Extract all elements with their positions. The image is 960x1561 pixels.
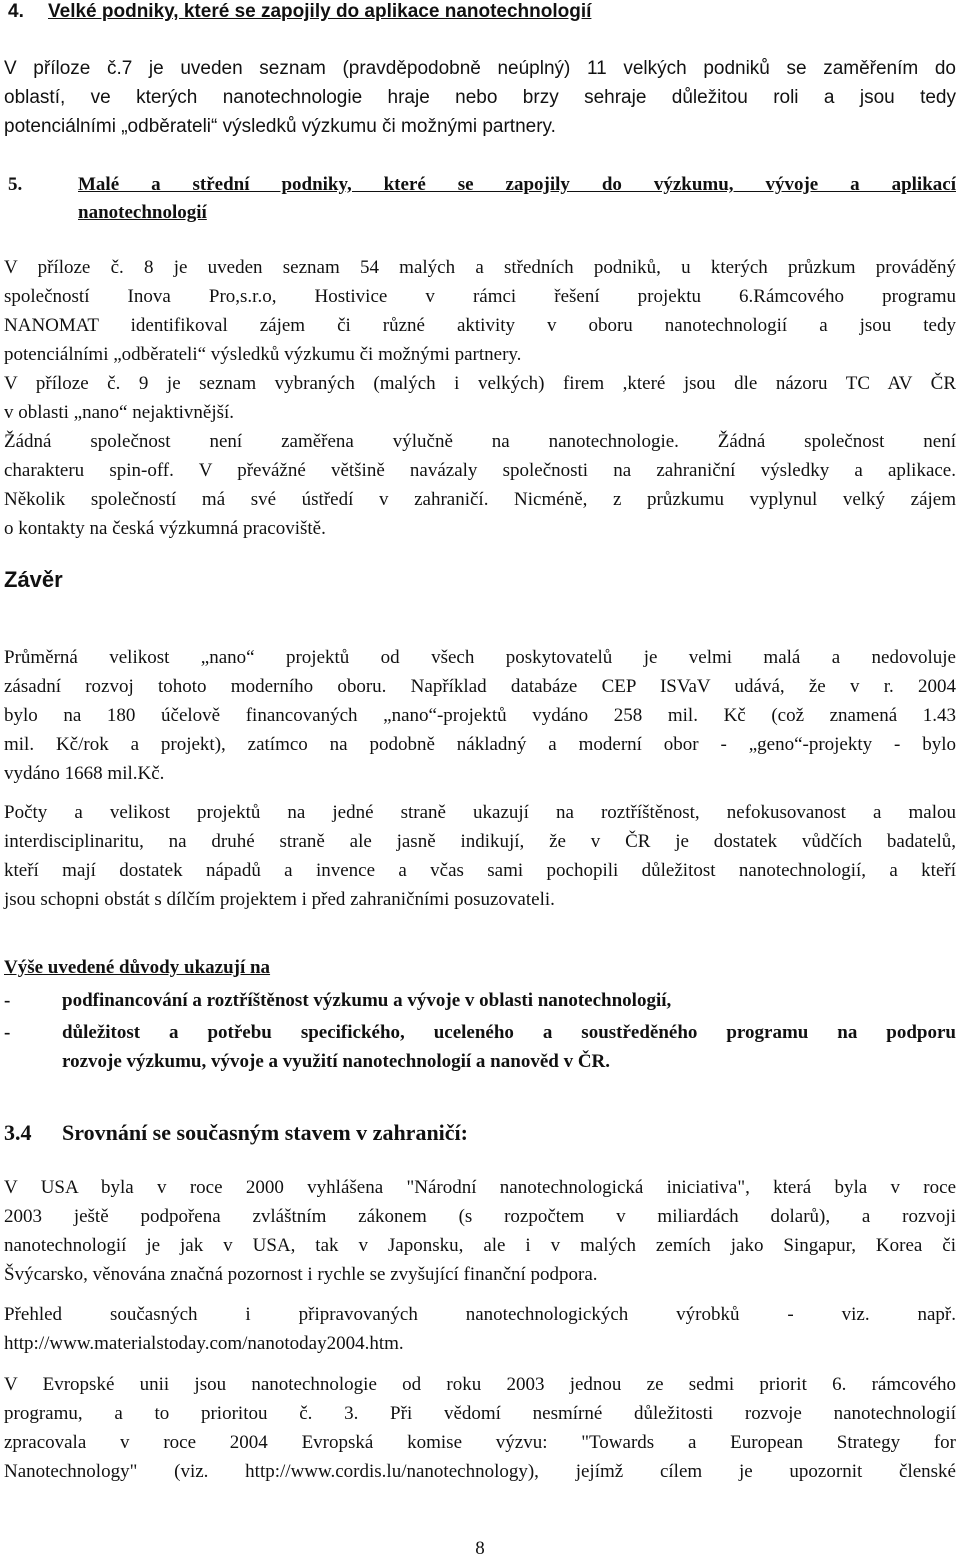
- section-5-paragraph: [4, 253, 956, 543]
- text-line: potenciálními „odběrateli“ výsledků výzkumu či možnými partnery.: [4, 116, 556, 137]
- text-line: NANOMAT identifikoval zájem či různé aktivity v oboru nanotechnologií a jsou tedy: [4, 315, 956, 336]
- section-3-4-title: Srovnání se současným stavem v zahraničí:: [62, 1120, 468, 1145]
- text-line: charakteru spin-off. V převážné většině navázaly společnosti na zahraniční výsledky a aplikace.: [4, 460, 956, 481]
- section-5-heading: [0, 170, 960, 230]
- list-dash: -: [4, 990, 11, 1011]
- list-dash: -: [4, 1022, 11, 1043]
- reasons-heading: Výše uvedené důvody ukazují na: [4, 957, 271, 978]
- text-line: mil. Kč/rok a projekt), zatímco na podobně nákladný a moderní obor - „geno“-projekty - bylo: [4, 734, 956, 755]
- text-line: jsou schopni obstát s dílčím projektem i před zahraničními posuzovateli.: [4, 889, 555, 910]
- text-line: o kontakty na česká výzkumná pracoviště.: [4, 518, 326, 539]
- section-3-4-paragraph-1: [4, 1173, 956, 1289]
- text-line: Švýcarsko, věnována značná pozornost i rychle se zvyšující finanční podpora.: [4, 1264, 598, 1285]
- text-line: bylo na 180 účelově financovaných „nano“-projektů vydáno 258 mil. Kč (což znamená 1.43: [4, 705, 956, 726]
- text-line: Několik společností má své ústředí v zahraničí. Nicméně, z průzkumu vyplynul velký zájem: [4, 489, 956, 510]
- text-line: zpracovala v roce 2004 Evropská komise výzvu: "Towards a European Strategy for: [4, 1432, 956, 1453]
- list-item: [0, 1018, 960, 1078]
- text-line: interdisciplinaritu, na druhé straně ale jasně indikují, že v ČR je dostatek vůdčích badatelů,: [4, 831, 956, 852]
- section-5-title-line: Malé a střední podniky, které se zapojily do výzkumu, vývoje a aplikací: [78, 174, 956, 195]
- section-4-heading: [0, 0, 960, 24]
- section-3-4-heading: [0, 1118, 960, 1150]
- list-item: [0, 986, 960, 1015]
- text-line: programu, a to prioritou č. 3. Při vědomí nesmírné důležitosti rozvoje nanotechnologií: [4, 1403, 956, 1424]
- section-4-number: 4.: [8, 1, 24, 22]
- section-3-4-paragraph-2: [4, 1300, 956, 1358]
- text-line: vydáno 1668 mil.Kč.: [4, 763, 165, 784]
- text-line: zásadní rozvoj tohoto moderního oboru. Například databáze CEP ISVaV udává, že v r. 2004: [4, 676, 956, 697]
- list-item-text: důležitost a potřebu specifického, uceleného a soustředěného programu na podporu: [62, 1022, 956, 1043]
- link-text[interactable]: http://www.materialstoday.com/nanotoday2004.htm.: [4, 1333, 404, 1354]
- section-3-4-number: 3.4: [4, 1120, 32, 1145]
- conclusion-paragraph-2: [4, 798, 956, 914]
- page-number: 8: [475, 1538, 485, 1559]
- section-5-title-line: nanotechnologií: [78, 202, 207, 223]
- text-line: společností Inova Pro,s.r.o, Hostivice v rámci řešení projektu 6.Rámcového programu: [4, 286, 956, 307]
- text-line: kteří mají dostatek nápadů a invence a včas sami pochopili důležitost nanotechnologií, a kteří: [4, 860, 956, 881]
- text-line: nanotechnologií je jak v USA, tak v Japonsku, ale i v malých zemích jako Singapur, Korea či: [4, 1235, 956, 1256]
- conclusion-paragraph-1: [4, 643, 956, 788]
- text-line: Přehled současných i připravovaných nanotechnologických výrobků - viz. např.: [4, 1304, 956, 1325]
- text-line: v oblasti „nano“ nejaktivnější.: [4, 402, 235, 423]
- text-line: Žádná společnost není zaměřena výlučně na nanotechnologie. Žádná společnost není: [4, 431, 956, 452]
- text-line: V příloze č. 9 je seznam vybraných (malých i velkých) firem ,které jsou dle názoru TC AV ČR: [4, 373, 956, 394]
- section-3-4-paragraph-3: [4, 1370, 956, 1486]
- text-line: V Evropské unii jsou nanotechnologie od roku 2003 jednou ze sedmi priorit 6. rámcového: [4, 1374, 956, 1395]
- conclusion-heading: Závěr: [4, 567, 63, 592]
- text-line: V příloze č.7 je uveden seznam (pravděpodobně neúplný) 11 velkých podniků se zaměřením do: [4, 58, 956, 79]
- section-4-paragraph: [4, 54, 956, 141]
- section-4-title: Velké podniky, které se zapojily do aplikace nanotechnologií: [48, 1, 592, 22]
- text-line: V USA byla v roce 2000 vyhlášena "Národní nanotechnologická iniciativa", která byla v roce: [4, 1177, 956, 1198]
- section-5-number: 5.: [8, 174, 23, 195]
- text-line: 2003 ještě podpořena zvláštním zákonem (s rozpočtem v miliardách dolarů), a rozvoji: [4, 1206, 956, 1227]
- text-line: potenciálními „odběrateli“ výsledků výzkumu či možnými partnery.: [4, 344, 522, 365]
- text-line: oblastí, ve kterých nanotechnologie hraje nebo brzy sehraje důležitou roli a jsou tedy: [4, 87, 956, 108]
- list-item-text: rozvoje výzkumu, vývoje a využití nanotechnologií a nanověd v ČR.: [62, 1051, 611, 1072]
- text-line: Průměrná velikost „nano“ projektů od všech poskytovatelů je velmi malá a nedovoluje: [4, 647, 956, 668]
- list-item-text: podfinancování a roztříštěnost výzkumu a vývoje v oblasti nanotechnologií,: [62, 990, 672, 1011]
- text-line: V příloze č. 8 je uveden seznam 54 malých a středních podniků, u kterých průzkum prováděný: [4, 257, 956, 278]
- text-line: Nanotechnology" (viz. http://www.cordis.lu/nanotechnology), jejímž cílem je upozornit členské: [4, 1461, 956, 1482]
- reasons-list: [0, 986, 960, 1081]
- text-line: Počty a velikost projektů na jedné straně ukazují na roztříštěnost, nefokusovanost a malou: [4, 802, 956, 823]
